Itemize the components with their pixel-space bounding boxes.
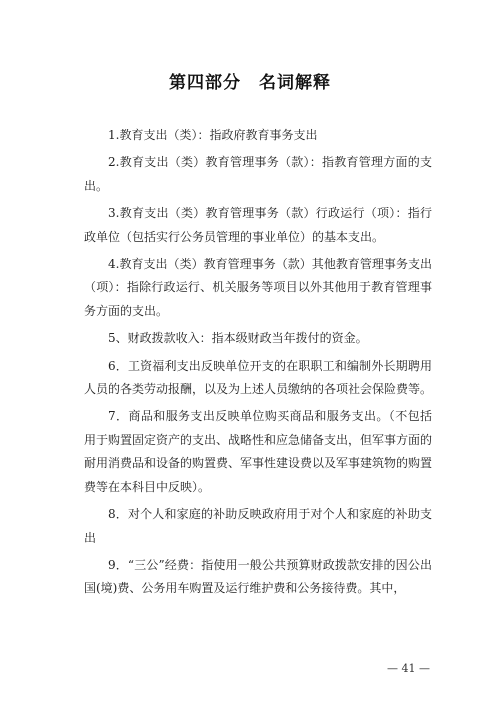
paragraph-1: 1.教育支出（类）：指政府教育事务支出 <box>108 128 318 142</box>
paragraph-7: 7．商品和服务支出反映单位购买商品和服务支出。（不包括用于购置固定资产的支出、战略性和应急储备支出，但军事方面的耐用消费品和设备的购置费、军事性建设费以及军事建筑物的购置费等在本科目中反映）。 <box>84 409 433 494</box>
paragraph-6: 6．工资福利支出反映单位开支的在职职工和编制外长期聘用人员的各类劳动报酬，以及为上述人员缴纳的各项社会保险费等。 <box>84 358 433 397</box>
paragraph-8: 8．对个人和家庭的补助反映政府用于对个人和家庭的补助支出 <box>84 507 432 545</box>
paragraph-4: 4.教育支出（类）教育管理事务（款）其他教育管理事务支出（项）：指除行政运行、机关服务等项目以外其他用于教育管理事务方面的支出。 <box>84 257 432 318</box>
paragraph-5: 5、财政拨款收入：指本级财政当年拨付的资金。 <box>108 331 368 346</box>
page-title: 第四部分 名词解释 <box>169 73 331 93</box>
paragraph-2: 2.教育支出（类）教育管理事务（款）：指教育管理方面的支出。 <box>84 155 432 193</box>
paragraph-3: 3.教育支出（类）教育管理事务（款）行政运行（项）：指行政单位（包括实行公务员管理的事业单位）的基本支出。 <box>84 206 432 244</box>
paragraph-9: 9．“三公”经费：指使用一般公共预算财政拨款安排的因公出国(境)费、公务用车购置及运行维护费和公务接待费。其中， <box>84 557 432 596</box>
page-number: — 41 — <box>387 662 430 675</box>
document-body <box>84 124 432 605</box>
